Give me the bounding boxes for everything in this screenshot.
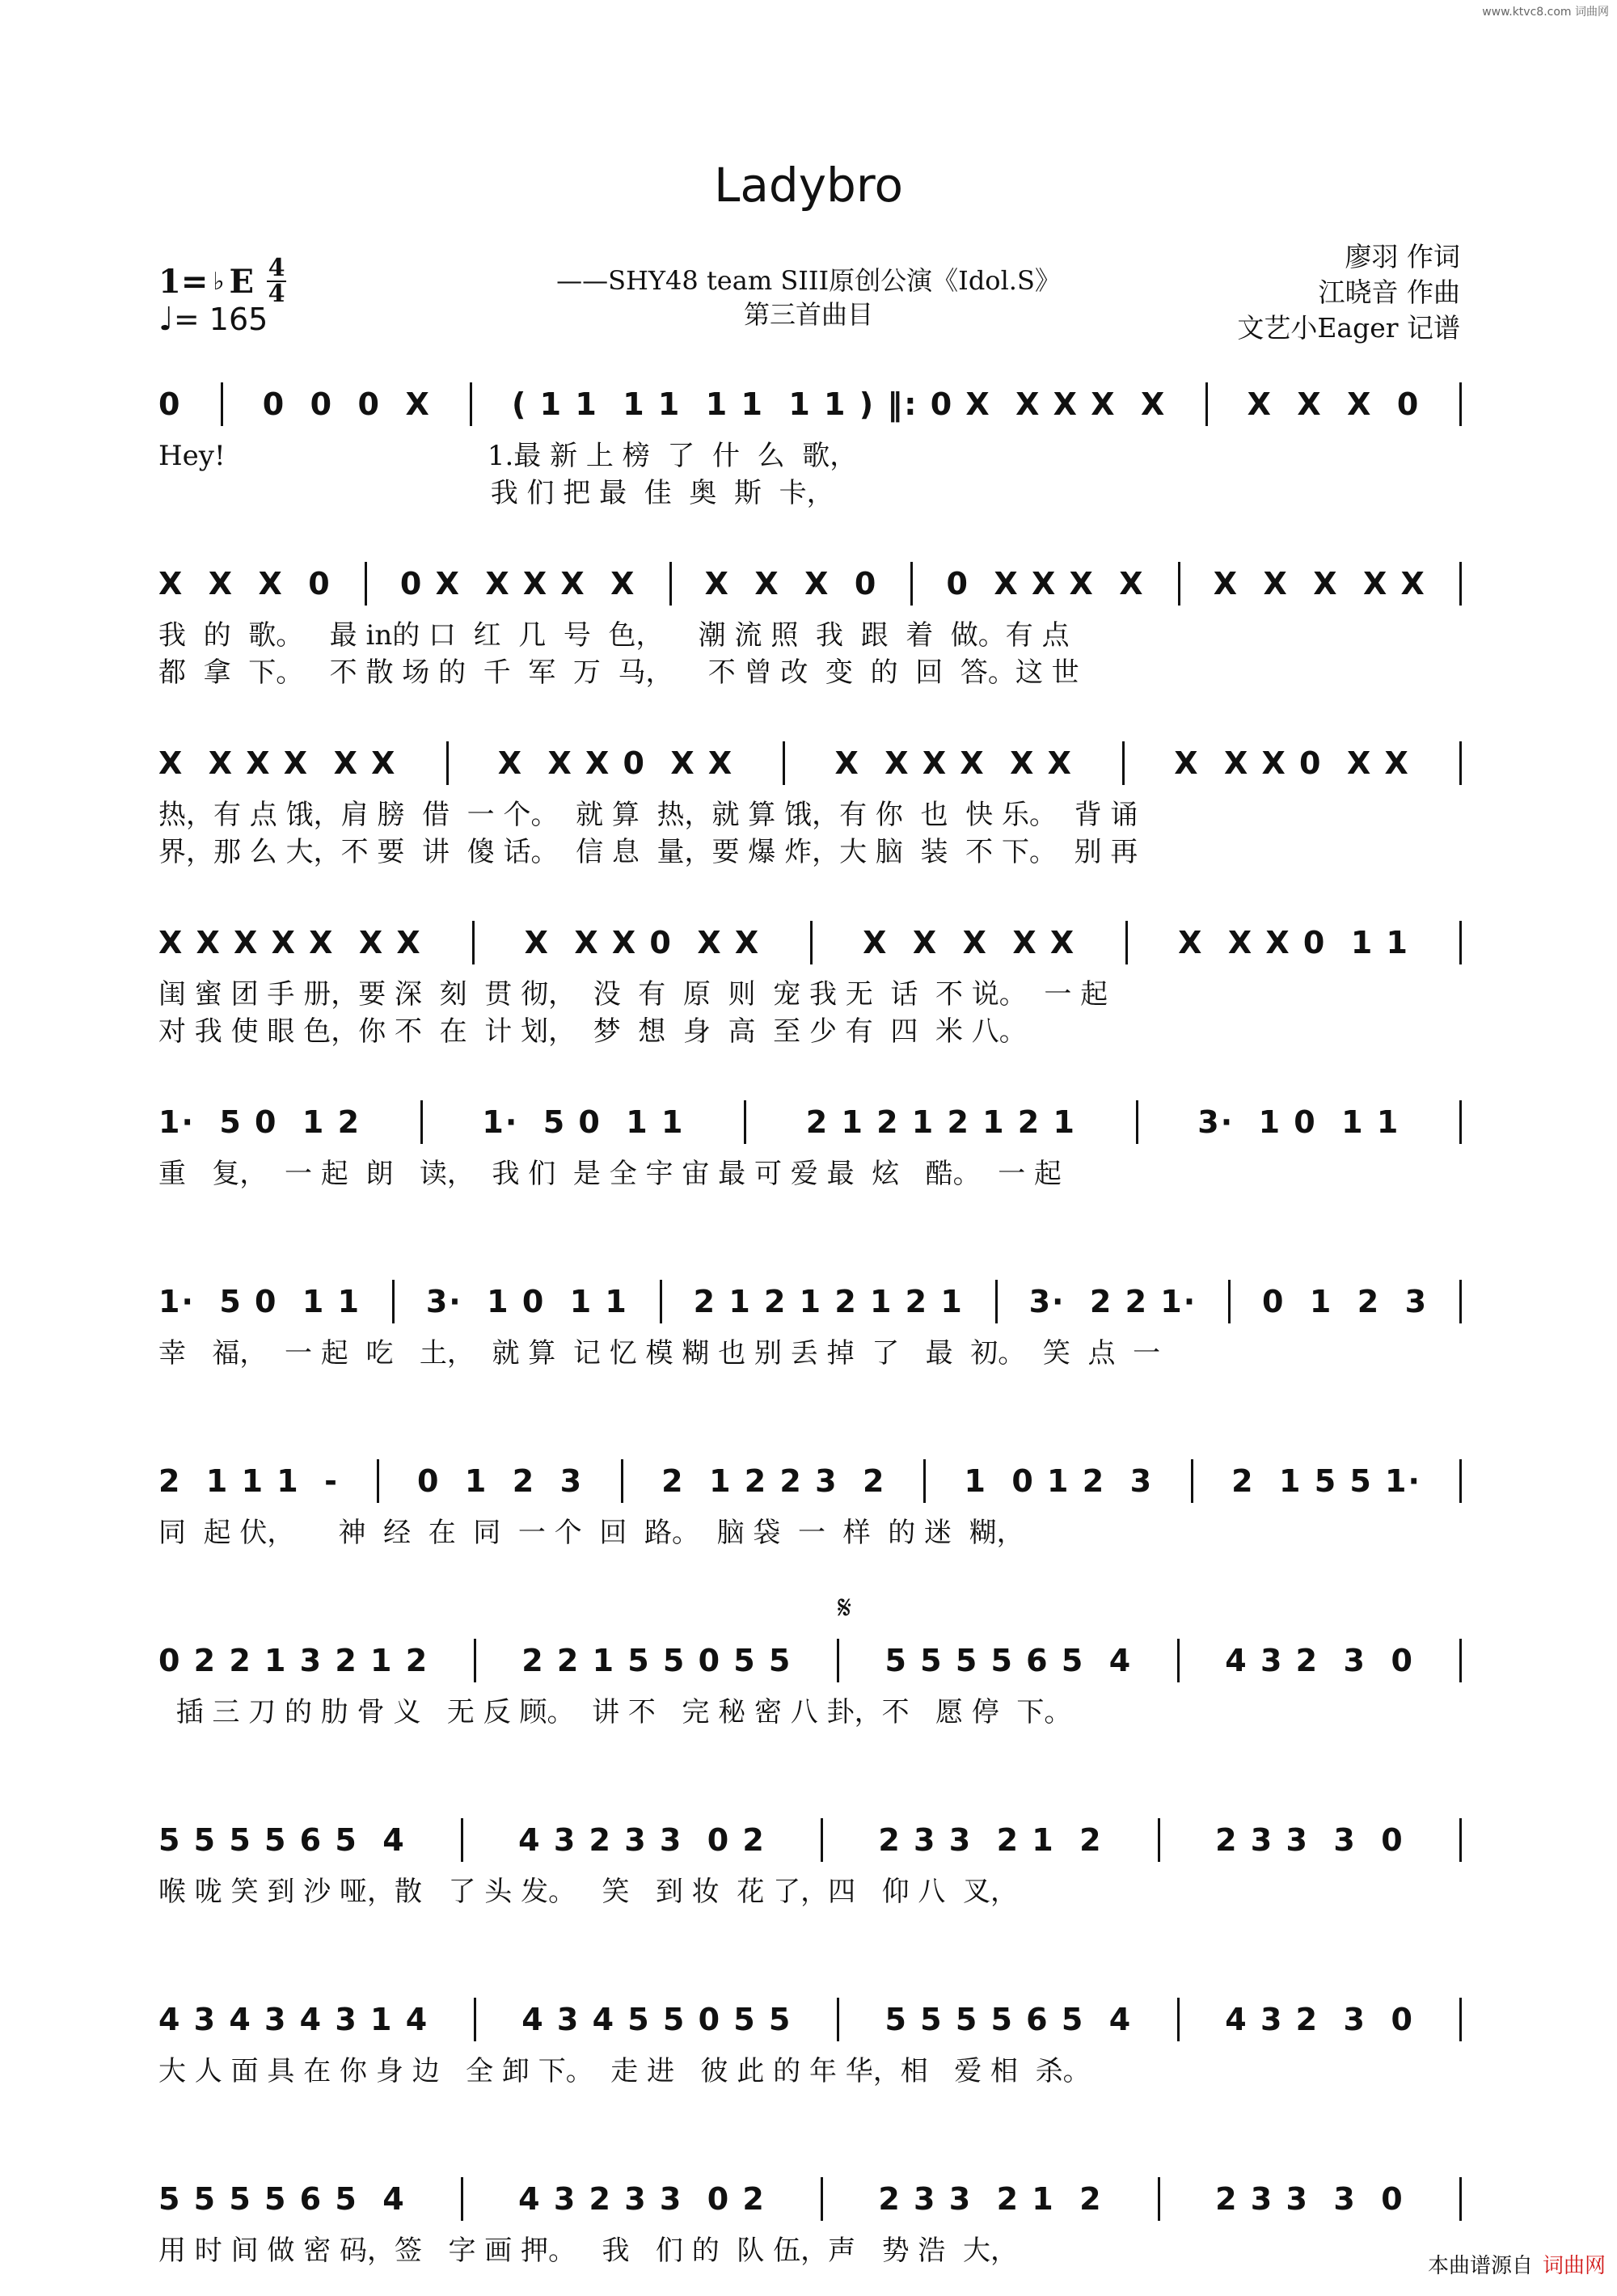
barline — [910, 562, 913, 606]
measure-notes: 0 X X X X — [934, 566, 1157, 601]
barline — [1459, 1818, 1462, 1862]
lyric-verse-1: 重 复， 一 起 朗 读， 我 们 是 全 宇 宙 最 可 爱 最 炫 酷。 一 起 — [158, 1158, 1062, 1190]
barline — [1136, 1100, 1138, 1144]
measure-notes: 2 3 3 3 0 — [1202, 1822, 1416, 1858]
barline — [1178, 562, 1180, 606]
barline — [1459, 741, 1462, 785]
score-system — [158, 1995, 1462, 2117]
segno-sign: 𝄋 — [838, 1589, 852, 1627]
song-title: Ladybro — [714, 158, 903, 213]
barline — [392, 1280, 395, 1323]
measure-notes: 0 1 2 3 — [404, 1463, 596, 1499]
time-signature — [267, 254, 286, 308]
measure-notes: 1· 5 0 1 1 — [158, 1284, 374, 1319]
score-system — [158, 1277, 1462, 1399]
barline — [821, 2177, 823, 2221]
footer-brand: 词曲网 — [1542, 2254, 1606, 2278]
score-system — [158, 2175, 1462, 2296]
barline — [1459, 921, 1462, 964]
measure-notes: 2 1 5 5 1· — [1218, 1463, 1434, 1499]
barline — [1191, 1459, 1193, 1503]
footer — [1428, 2249, 1606, 2279]
barline — [446, 741, 449, 785]
score-system — [158, 1098, 1462, 1219]
barline — [1459, 1998, 1462, 2041]
lyric-verse-1: 插 三 刀 的 肋 骨 义 无 反 顾。 讲 不 完 秘 密 八 卦，不 愿 停 下。 — [158, 1696, 1072, 1728]
lyric-verse-1: 用 时 间 做 密 码，签 字 画 押。 我 们 的 队 伍，声 势 浩 大， — [158, 2235, 1018, 2267]
barline — [1459, 1639, 1462, 1682]
score-system — [158, 1457, 1462, 1578]
footer-text: 本曲谱源自 — [1427, 2254, 1533, 2278]
measure-notes: 1· 5 0 1 2 — [158, 1104, 374, 1140]
barline — [474, 1998, 476, 2041]
barline — [420, 1100, 423, 1144]
tempo-value: = 165 — [173, 302, 268, 337]
notation-line — [158, 918, 1462, 967]
notation-line — [158, 380, 1462, 428]
barline — [669, 562, 672, 606]
measure-notes: 2 1 1 1 - — [158, 1463, 352, 1499]
measure-notes: X X X X X X — [158, 745, 409, 781]
transcriber-credit: 文艺小Eager 记谱 — [1237, 312, 1460, 344]
barline — [1177, 1639, 1180, 1682]
barline — [744, 1100, 746, 1144]
lyric-verse-1: 闺 蜜 团 手 册，要 深 刻 贯 彻， 没 有 原 则 宠 我 无 话 不 说。 一 起 — [158, 978, 1108, 1011]
barline — [221, 382, 223, 426]
measure-notes: 3· 1 0 1 1 — [413, 1284, 641, 1319]
barline — [1158, 1818, 1160, 1862]
notation-line — [158, 2175, 1462, 2223]
lyric-verse-2: 我 们 把 最 佳 奥 斯 卡， — [158, 477, 834, 509]
measure-notes: X X X X X — [1201, 566, 1439, 601]
score-system — [158, 559, 1462, 689]
barline — [1459, 1459, 1462, 1503]
measure-notes: X X X 0 X X — [512, 925, 773, 960]
lyric-verse-2: 对 我 使 眼 色，你 不 在 计 划， 梦 想 身 高 至 少 有 四 米 八。 — [158, 1015, 1027, 1048]
measure-notes: X X X 0 — [158, 566, 344, 601]
barline — [923, 1459, 926, 1503]
measure-notes: X X X X X X — [822, 745, 1086, 781]
measure-notes: X X X 0 — [1235, 386, 1433, 422]
lyric-verse-1: 喉 咙 笑 到 沙 哑，散 了 头 发。 笑 到 妆 花 了，四 仰 八 叉， — [158, 1876, 1018, 1908]
flat-symbol: ♭ — [213, 267, 225, 296]
measure-notes: 5 5 5 5 6 5 4 — [158, 2181, 418, 2217]
measure-notes: X X X X X X X — [158, 925, 434, 960]
time-top: 4 — [268, 254, 285, 282]
lyricist-credit: 廖羽 作词 — [1345, 241, 1460, 272]
barline — [821, 1818, 823, 1862]
measure-notes: 1· 5 0 1 1 — [470, 1104, 697, 1140]
notation-line — [158, 1098, 1462, 1146]
lyric-verse-1: 热，有 点 饿，肩 膀 借 一 个。 就 算 热，就 算 饿，有 你 也 快 乐。 背 诵 — [158, 799, 1138, 831]
barline — [461, 2177, 463, 2221]
measure-notes: 0 2 2 1 3 2 1 2 — [158, 1643, 441, 1678]
score-system — [158, 380, 1462, 509]
measure-notes: 2 3 3 3 0 — [1202, 2181, 1416, 2217]
barline — [365, 562, 367, 606]
measure-notes: X X X 0 — [692, 566, 890, 601]
barline — [1459, 2177, 1462, 2221]
credits — [1237, 239, 1460, 346]
notation-line — [158, 1995, 1462, 2044]
score-system — [158, 918, 1462, 1048]
barline — [783, 741, 785, 785]
barline — [377, 1459, 379, 1503]
measure-notes: 5 5 5 5 6 5 4 — [158, 1822, 418, 1858]
barline — [995, 1280, 998, 1323]
score-system — [158, 1589, 1462, 1758]
measure-notes: 0 X X X X X — [387, 566, 648, 601]
measure-notes: 0 0 0 X — [250, 386, 443, 422]
lyric-verse-1: Hey! 1.最 新 上 榜 了 什 么 歌， — [158, 440, 858, 472]
composer-credit: 江晓音 作曲 — [1318, 276, 1460, 308]
notation-line — [158, 739, 1462, 787]
lyric-verse-2: 都 拿 下。 不 散 场 的 千 军 万 马， 不 曾 改 变 的 回 答。这 世 — [158, 656, 1079, 689]
measure-notes: 4 3 2 3 0 — [1213, 1643, 1427, 1678]
measure-notes: X X X 0 X X — [485, 745, 746, 781]
measure-notes: 2 2 1 5 5 0 5 5 — [509, 1643, 804, 1678]
measure-notes: 2 3 3 2 1 2 — [866, 1822, 1115, 1858]
measure-notes: X X X X X — [850, 925, 1088, 960]
measure-notes: ( 1 1 1 1 1 1 1 1 ) ‖: 0 X X X X X — [499, 386, 1179, 422]
barline — [1459, 1280, 1462, 1323]
notation-line — [158, 559, 1462, 608]
measure-notes: 2 1 2 2 3 2 — [648, 1463, 898, 1499]
measure-notes: 4 3 2 3 3 0 2 — [505, 1822, 779, 1858]
measure-notes: 5 5 5 5 6 5 4 — [872, 2002, 1145, 2037]
barline — [1459, 1100, 1462, 1144]
barline — [810, 921, 813, 964]
barline — [474, 1639, 476, 1682]
quarter-note-icon: ♩ — [158, 301, 174, 338]
barline — [837, 1639, 839, 1682]
notation-line — [158, 1457, 1462, 1505]
notation-line — [158, 1636, 1462, 1685]
key-signature — [158, 254, 286, 308]
measure-notes: 3· 2 2 1· — [1016, 1284, 1210, 1319]
notation-line — [158, 1277, 1462, 1326]
measure-notes: 1 0 1 2 3 — [952, 1463, 1166, 1499]
notation-line — [158, 1816, 1462, 1864]
barline — [837, 1998, 839, 2041]
measure-notes: X X X 0 1 1 — [1165, 925, 1422, 960]
time-bottom: 4 — [268, 280, 285, 308]
barline — [1228, 1280, 1231, 1323]
barline — [1205, 382, 1208, 426]
measure-notes: 4 3 4 5 5 0 5 5 — [509, 2002, 804, 2037]
barline — [1125, 921, 1128, 964]
key-letter: E — [229, 262, 255, 301]
barline — [1459, 382, 1462, 426]
subtitle-line-1: ——SHY48 team SIII原创公演《Idol.S》 — [556, 265, 1061, 296]
barline — [472, 921, 475, 964]
measure-notes: 2 1 2 1 2 1 2 1 — [793, 1104, 1089, 1140]
barline — [660, 1280, 662, 1323]
measure-notes: 5 5 5 5 6 5 4 — [872, 1643, 1145, 1678]
barline — [621, 1459, 623, 1503]
measure-notes: 4 3 4 3 4 3 1 4 — [158, 2002, 441, 2037]
score-system — [158, 739, 1462, 868]
barline — [470, 382, 472, 426]
lyric-verse-1: 我 的 歌。 最 in的 口 红 几 号 色， 潮 流 照 我 跟 着 做。有 点 — [158, 619, 1070, 652]
lyric-verse-1: 幸 福， 一 起 吃 土， 就 算 记 忆 模 糊 也 别 丢 掉 了 最 初。 笑 点 一 — [158, 1337, 1161, 1370]
barline — [1177, 1998, 1180, 2041]
measure-notes: 2 1 2 1 2 1 2 1 — [681, 1284, 977, 1319]
key-prefix: 1= — [158, 262, 209, 301]
measure-notes: 4 3 2 3 0 — [1213, 2002, 1427, 2037]
tempo-marking — [158, 301, 268, 338]
barline — [1158, 2177, 1160, 2221]
measure-notes: 0 — [158, 386, 194, 422]
subtitle — [517, 264, 1100, 331]
barline — [1122, 741, 1125, 785]
lyric-verse-1: 同 起 伏， 神 经 在 同 一 个 回 路。 脑 袋 一 样 的 迷 糊， — [158, 1517, 1024, 1549]
site-watermark: www.ktvc8.com 词曲网 — [1482, 6, 1609, 19]
measure-notes: X X X 0 X X — [1162, 745, 1423, 781]
measure-notes: 3· 1 0 1 1 — [1185, 1104, 1412, 1140]
subtitle-line-2: 第三首曲目 — [743, 299, 873, 330]
lyric-verse-1: 大 人 面 具 在 你 身 边 全 卸 下。 走 进 彼 此 的 年 华，相 爱 相 杀。 — [158, 2055, 1091, 2087]
score-system — [158, 1816, 1462, 1937]
measure-notes: 0 1 2 3 — [1249, 1284, 1441, 1319]
lyric-verse-2: 界，那 么 大，不 要 讲 傻 话。 信 息 量，要 爆 炸，大 脑 装 不 下。 别 再 — [158, 836, 1138, 868]
measure-notes: 4 3 2 3 3 0 2 — [505, 2181, 779, 2217]
barline — [461, 1818, 463, 1862]
measure-notes: 2 3 3 2 1 2 — [866, 2181, 1115, 2217]
barline — [1459, 562, 1462, 606]
